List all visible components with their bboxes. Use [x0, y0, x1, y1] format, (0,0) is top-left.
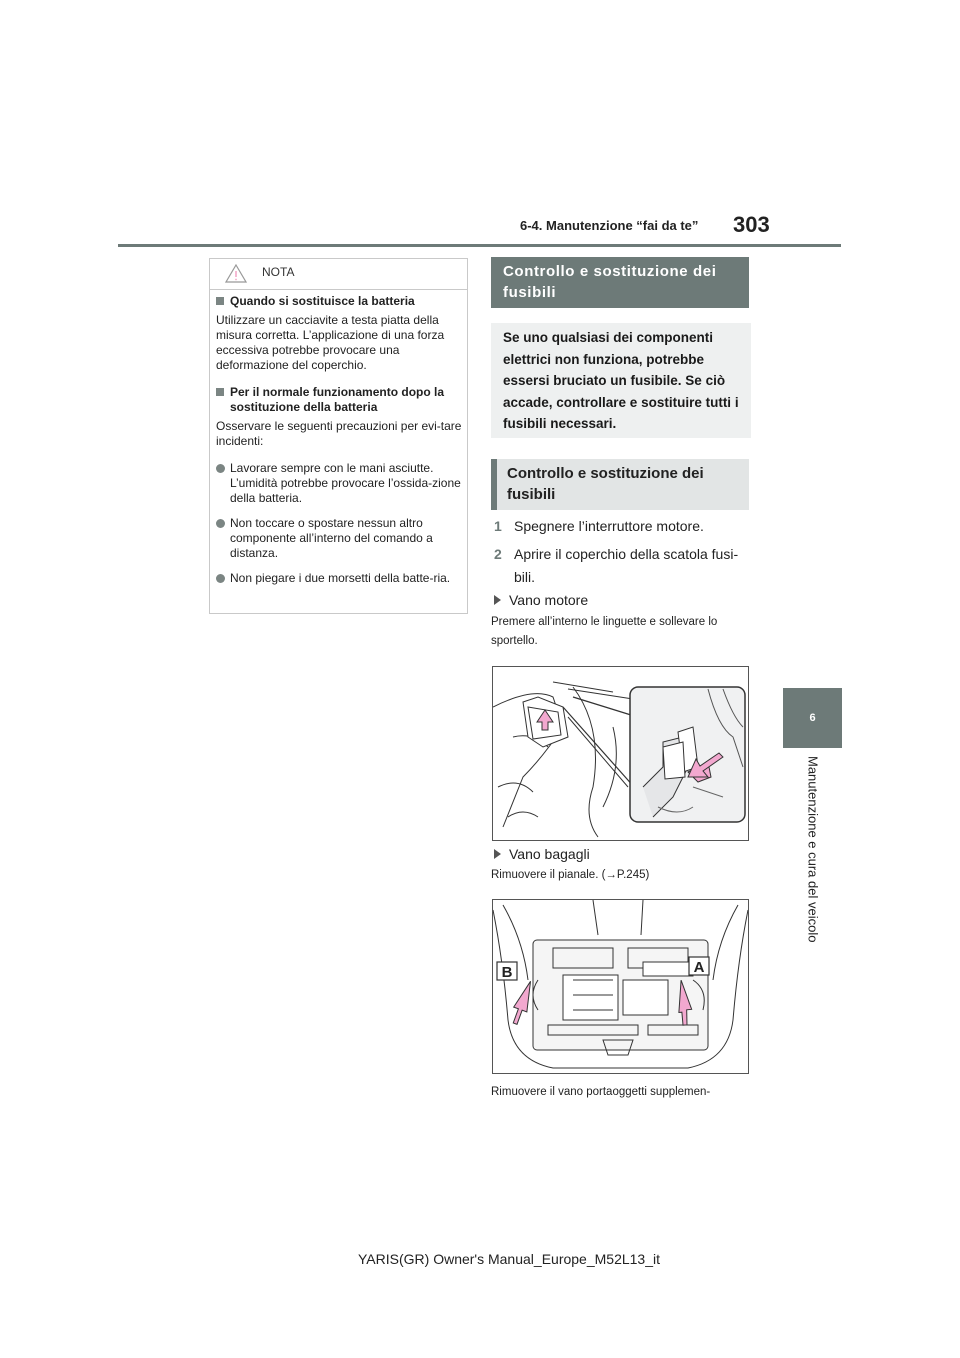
continued-text: Rimuovere il vano portaoggetti supplemen-	[491, 1086, 711, 1098]
footer-manual-id: YARIS(GR) Owner's Manual_Europe_M52L13_it	[358, 1251, 660, 1267]
engine-heading: Vano motore	[494, 592, 588, 608]
nota-item-square: Quando si sostituisce la batteria	[216, 294, 462, 309]
nota-paragraph: Osservare le seguenti precauzioni per evi-tare incidenti:	[216, 419, 462, 448]
intro-box: Se uno qualsiasi dei componenti elettrici non funziona, potrebbe essersi bruciato un fusibile. Se ciò accade, controllare e sostituire tutti i fusibili necessari.	[491, 323, 751, 438]
chapter-tab: 6	[783, 688, 842, 748]
engine-text: Premere all’interno le linguette e sollevare lo sportello.	[491, 616, 718, 647]
nota-item-dot: Lavorare sempre con le mani asciutte. L’umidità potrebbe provocare l’ossida-zione della batteria.	[216, 461, 462, 506]
label-a: A	[693, 959, 705, 976]
nota-box	[209, 258, 468, 614]
square-bullet-icon	[216, 388, 224, 396]
luggage-compartment-drawing	[493, 900, 748, 1073]
step-1	[494, 515, 750, 537]
step-2	[494, 543, 750, 589]
header-rule	[118, 244, 841, 247]
step-text: Aprire il coperchio della scatola fusi-bili.	[514, 546, 739, 585]
page-number: 303	[733, 212, 770, 237]
luggage-text: Rimuovere il pianale. (→P.245)	[491, 869, 650, 881]
step-number: 2	[494, 546, 502, 562]
warning-icon	[225, 264, 247, 283]
nota-body	[216, 294, 462, 586]
heading-dark: Controllo e sostituzione dei fusibili	[491, 257, 749, 308]
nota-item-square: Per il normale funzionamento dopo la sostituzione della batteria	[216, 385, 462, 415]
dot-bullet-icon	[216, 464, 225, 473]
nota-paragraph: Utilizzare un cacciavite a testa piatta della misura corretta. L’applicazione di una forza eccessiva potrebbe provocare una deformazione del coperchio.	[216, 313, 445, 372]
luggage-heading: Vano bagagli	[494, 846, 590, 862]
engine-fuse-box-illustration	[492, 666, 749, 841]
nota-item-dot: Non toccare o spostare nessun altro componente all’interno del comando a distanza.	[216, 516, 462, 561]
step-number: 1	[494, 518, 502, 534]
heading-light: Controllo e sostituzione dei fusibili	[491, 459, 749, 510]
nota-header	[210, 259, 467, 290]
triangle-bullet-icon	[494, 595, 501, 605]
step-text: Spegnere l’interruttore motore.	[514, 518, 704, 534]
nota-item-dot: Non piegare i due morsetti della batte-ria.	[216, 571, 462, 586]
nota-label: NOTA	[262, 265, 295, 279]
square-bullet-icon	[216, 297, 224, 305]
section-title: 6-4. Manutenzione “fai da te”	[520, 218, 699, 233]
chapter-label-text: Manutenzione e cura del veicolo	[805, 756, 820, 943]
dot-bullet-icon	[216, 519, 225, 528]
luggage-fuse-box-illustration	[492, 899, 749, 1074]
dot-bullet-icon	[216, 574, 225, 583]
engine-fuse-box-drawing	[493, 667, 748, 840]
triangle-bullet-icon	[494, 849, 501, 859]
label-b: B	[501, 964, 513, 981]
chapter-label	[783, 756, 842, 986]
